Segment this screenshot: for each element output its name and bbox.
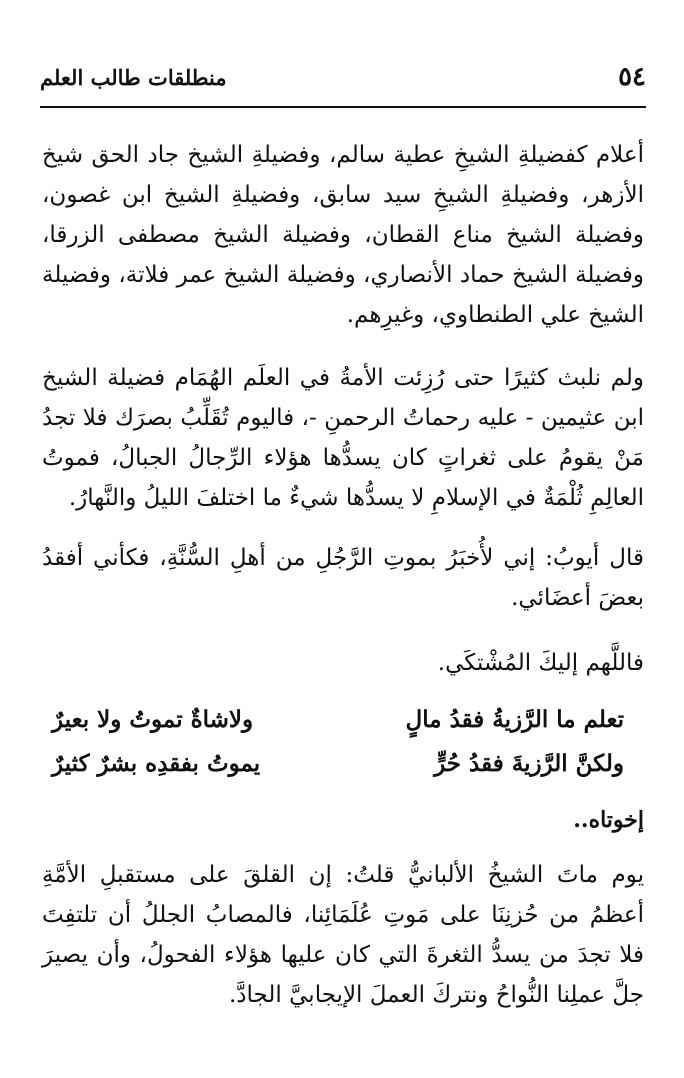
paragraph-text: أعلام كفضيلةِ الشيخِ عطية سالم، وفضيلةِ الشيخ جاد الحق شيخ الأزهر، وفضيلةِ الشيخِ سيد سابق، وفضيلةِ الشيخ ابن غصون، وفضيلة الشيخ مناع القطان، وفضيلة الشيخ مصطفى الزرقا، وفضيلة الشيخ حماد الأنصاري، وفضيلة الشيخ عمر فلاتة، وفضيلة الشيخ علي الطنطاوي، وغيرِهم. [42, 142, 644, 328]
header-rule [40, 106, 646, 108]
paragraph-supplication [42, 643, 644, 683]
paragraph-text: يوم ماتَ الشيخُ الألبانيُّ قلتُ: إن القلقَ على مستقبلِ الأمَّةِ أعظمُ من حُزنِنَا على مَوتِ عُلَمَائِنا، فالمصابُ الجللُ أن تلتفِتَ فلا تجدَ من يسدُّ الثغرةَ التي كان عليها هؤلاء الفحولُ، وأن يصيرَ جلَّ عملِنا النُّواحُ ونتركَ العملَ الإيجابيَّ الجادَّ. [42, 862, 644, 1008]
running-title: منطلقات طالب العلم [40, 65, 227, 90]
paragraph-ibn-uthaymeen [42, 358, 644, 518]
poem-second-hemistich: ولاشاةٌ تموتُ ولا بعيرٌ [52, 706, 254, 733]
section-heading: إخوتاه.. [573, 807, 644, 833]
page-header [40, 58, 646, 98]
paragraph-ayyub-quote [42, 538, 644, 618]
paragraph-albani [42, 855, 644, 1015]
paragraph-text: فاللَّهم إليكَ المُشْتكَي. [437, 650, 644, 676]
poem-first-hemistich: ولكنَّ الرَّزيةَ فقدُ حُرٍّ [434, 750, 624, 777]
poem-line [52, 742, 624, 786]
poem [52, 698, 624, 786]
paragraph-scholars-list [42, 135, 644, 335]
paragraph-text: قال أيوبُ: إني لأُخبَرُ بموتِ الرَّجُلِ من أهلِ السُّنَّةِ، فكأني أفقدُ بعضَ أعضَائي. [42, 545, 644, 611]
poem-second-hemistich: يموتُ بفقدِه بشرٌ كثيرٌ [52, 750, 261, 777]
paragraph-text: ولم نلبث كثيرًا حتى رُزِئت الأمةُ في العلَم الهُمَام فضيلة الشيخ ابن عثيمين - عليه رحماتُ الرحمنِ -، فاليوم تُقَلِّبُ بصرَك فلا تجدُ مَنْ يقومُ على ثغراتٍ كان يسدُّها هؤلاء الرِّجالُ الجبالُ، فموتُ العالِمِ ثُلْمَةٌ في الإسلامِ لا يسدُّها شيءٌ ما اختلفَ الليلُ والنَّهارُ. [42, 365, 644, 511]
poem-first-hemistich: تعلم ما الرَّزيةُ فقدُ مالٍ [405, 706, 624, 733]
poem-line [52, 698, 624, 742]
page-number: ٥٤ [618, 62, 646, 92]
